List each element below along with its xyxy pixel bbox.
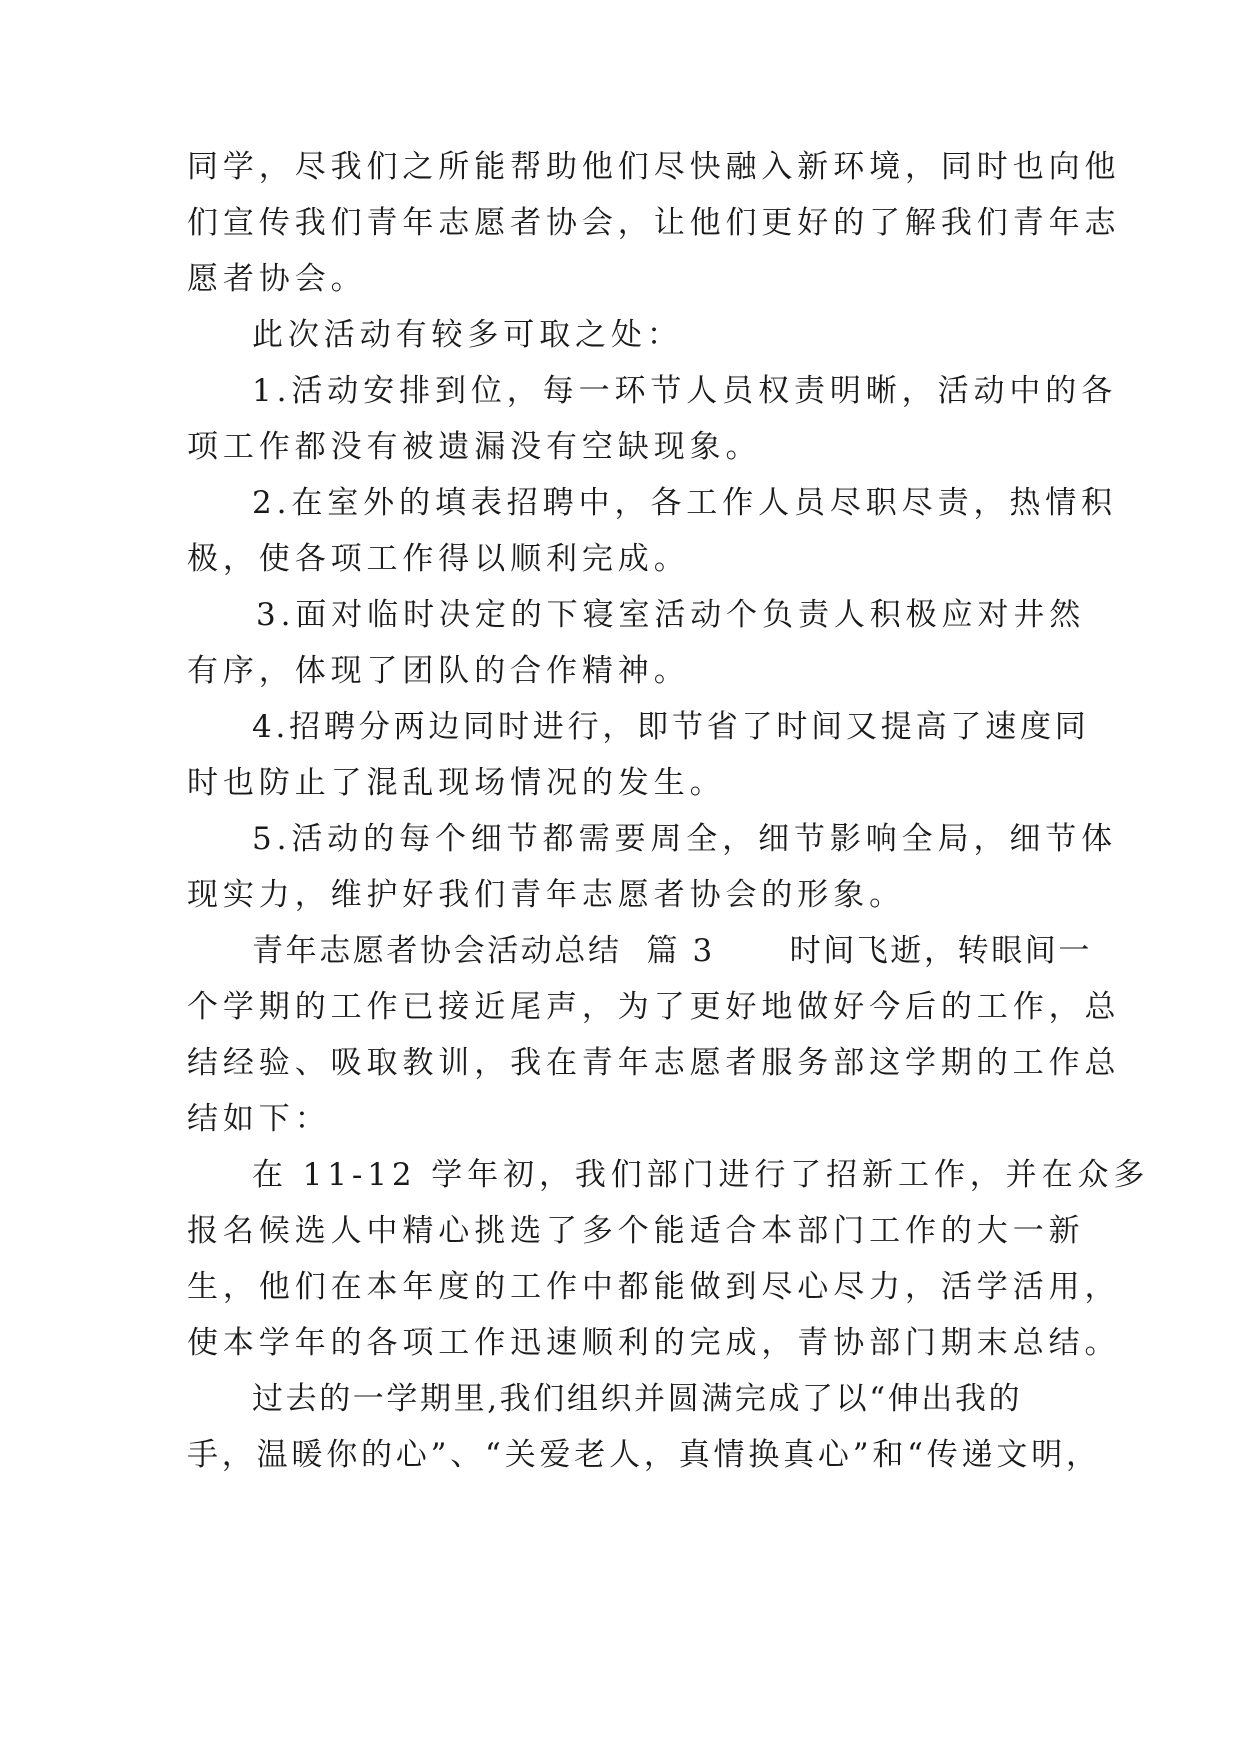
text-line: 过去的一学期里,我们组织并圆满完成了以“伸出我的 [252, 1381, 1023, 1417]
list-item-2: 2.在室外的填表招聘中，各工作人员尽职尽责，热情积 [252, 485, 1118, 521]
list-item-3: 3.面对临时决定的下寝室活动个负责人积极应对井然 [256, 597, 1086, 633]
list-item-4: 4.招聘分两边同时进行，即节省了时间又提高了速度同 [252, 709, 1090, 745]
text-line: 手，温暖你的心”、“关爱老人，真情换真心”和“传递文明， [187, 1437, 1101, 1473]
text-line: 结如下： [187, 1101, 331, 1137]
text-line: 们宣传我们青年志愿者协会，让他们更好的了解我们青年志 [187, 205, 1121, 241]
list-item-5: 5.活动的每个细节都需要周全，细节影响全局，细节体 [252, 821, 1118, 857]
text-line: 项工作都没有被遗漏没有空缺现象。 [187, 429, 762, 465]
text-line: 现实力，维护好我们青年志愿者协会的形象。 [187, 877, 905, 913]
text-line: 此次活动有较多可取之处： [252, 317, 683, 353]
text-line: 结经验、吸取教训，我在青年志愿者服务部这学期的工作总 [187, 1045, 1121, 1081]
text-line: 愿者协会。 [187, 261, 367, 297]
text-line: 有序，体现了团队的合作精神。 [187, 653, 690, 689]
list-item-1: 1.活动安排到位，每一环节人员权责明晰，活动中的各 [252, 373, 1118, 409]
text-line: 报名候选人中精心挑选了多个能适合本部门工作的大一新 [187, 1213, 1085, 1249]
text-line: 极，使各项工作得以顺利完成。 [187, 541, 690, 577]
text-line: 使本学年的各项工作迅速顺利的完成，青协部门期末总结。 [187, 1325, 1121, 1361]
text-line: 时也防止了混乱现场情况的发生。 [187, 765, 726, 801]
text-line: 生，他们在本年度的工作中都能做到尽心尽力，活学活用， [187, 1269, 1121, 1305]
text-line: 同学，尽我们之所能帮助他们尽快融入新环境，同时也向他 [187, 149, 1121, 185]
section-heading: 青年志愿者协会活动总结 篇 3 时间飞逝，转眼间一 [252, 933, 1093, 969]
text-line: 在 11-12 学年初，我们部门进行了招新工作，并在众多 [252, 1157, 1150, 1193]
text-line: 个学期的工作已接近尾声，为了更好地做好今后的工作，总 [187, 989, 1121, 1025]
